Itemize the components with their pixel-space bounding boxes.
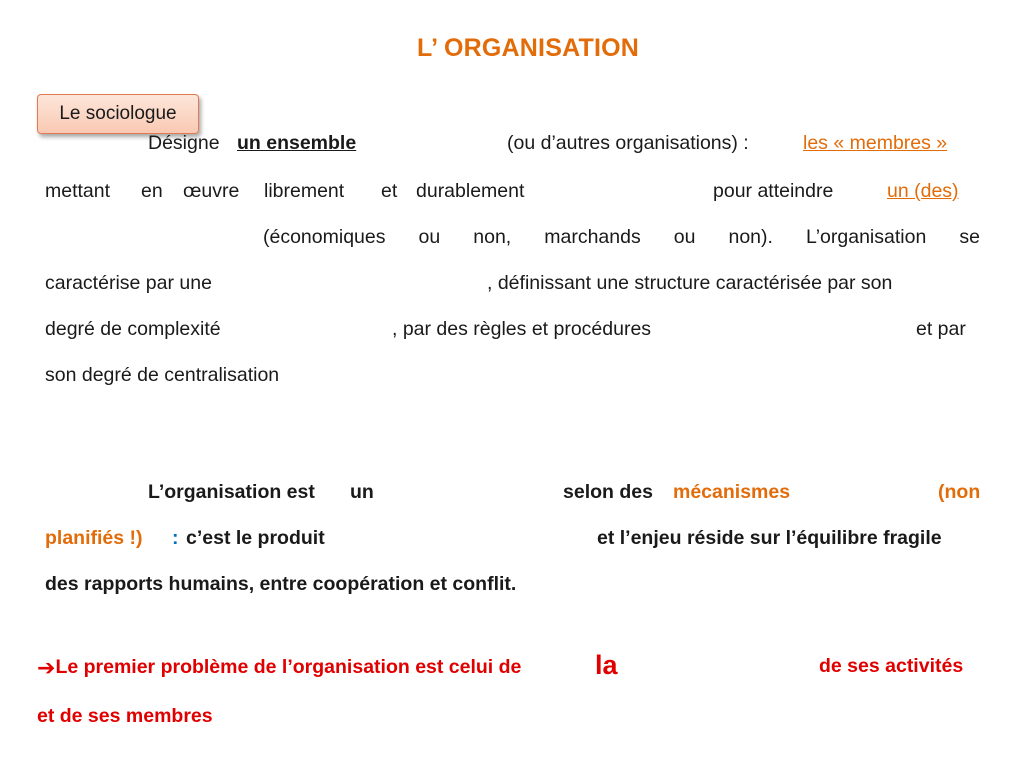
p2-selon-des: selon des xyxy=(563,481,653,503)
p1-centralisation: son degré de centralisation xyxy=(45,364,280,386)
p2-organisation-est: L’organisation est xyxy=(148,481,315,503)
p2-colon: : xyxy=(172,527,179,549)
p1-definissant: , définissant une structure caractérisée par son xyxy=(487,272,893,294)
p2-rapports-humains: des rapports humains, entre coopération et conflit. xyxy=(45,573,517,595)
conclusion-first-part xyxy=(37,655,521,681)
p1-l3-w4: marchands xyxy=(544,226,641,248)
p2-non: (non xyxy=(938,481,981,503)
p1-l3-w1: (économiques xyxy=(263,226,386,248)
p2-un: un xyxy=(350,481,374,503)
p1-l3-w6: non). xyxy=(728,226,773,248)
p2-produit: c’est le produit xyxy=(186,527,325,549)
p1-l3-w2: ou xyxy=(418,226,441,248)
p1-l3-w7: L’organisation xyxy=(805,226,927,248)
p1-regles: , par des règles et procédures xyxy=(392,318,652,340)
p2-planifies: planifiés !) xyxy=(45,527,143,549)
p1-designe: Désigne xyxy=(148,132,220,154)
conclusion-activites: de ses activités xyxy=(819,655,964,677)
p1-l2-w2: en xyxy=(141,180,163,202)
p1-l3-w5: ou xyxy=(673,226,696,248)
p1-l2-w3: œuvre xyxy=(183,180,240,202)
p1-complexite: degré de complexité xyxy=(45,318,221,340)
conclusion-la: la xyxy=(595,650,618,680)
p2-mecanismes: mécanismes xyxy=(673,481,791,503)
arrow-right-icon: ➔ xyxy=(37,655,56,680)
p1-l2-w6: durablement xyxy=(416,180,525,202)
conclusion-text-a: Le premier problème de l’organisation est celui de xyxy=(55,656,522,678)
conclusion-membres: et de ses membres xyxy=(37,705,213,727)
p1-les-membres: les « membres » xyxy=(803,132,948,154)
p1-un-ensemble: un ensemble xyxy=(237,132,357,154)
page-title: L’ ORGANISATION xyxy=(417,34,639,62)
p1-l2-w1: mettant xyxy=(45,180,111,202)
sociologue-badge: Le sociologue xyxy=(37,94,199,134)
p1-autres-organisations: (ou d’autres organisations) : xyxy=(507,132,749,154)
p1-et-par: et par xyxy=(916,318,966,340)
p1-l2-w4: librement xyxy=(264,180,345,202)
p1-pour-atteindre: pour atteindre xyxy=(713,180,834,202)
p1-l3-w3: non, xyxy=(473,226,512,248)
p1-l3-justified xyxy=(263,226,980,249)
p2-enjeu: et l’enjeu réside sur l’équilibre fragile xyxy=(597,527,942,549)
p1-l3-w8: se xyxy=(959,226,980,248)
p1-l2-w5: et xyxy=(381,180,398,202)
p1-un-des: un (des) xyxy=(887,180,959,202)
p1-caracterise: caractérise par une xyxy=(45,272,212,294)
